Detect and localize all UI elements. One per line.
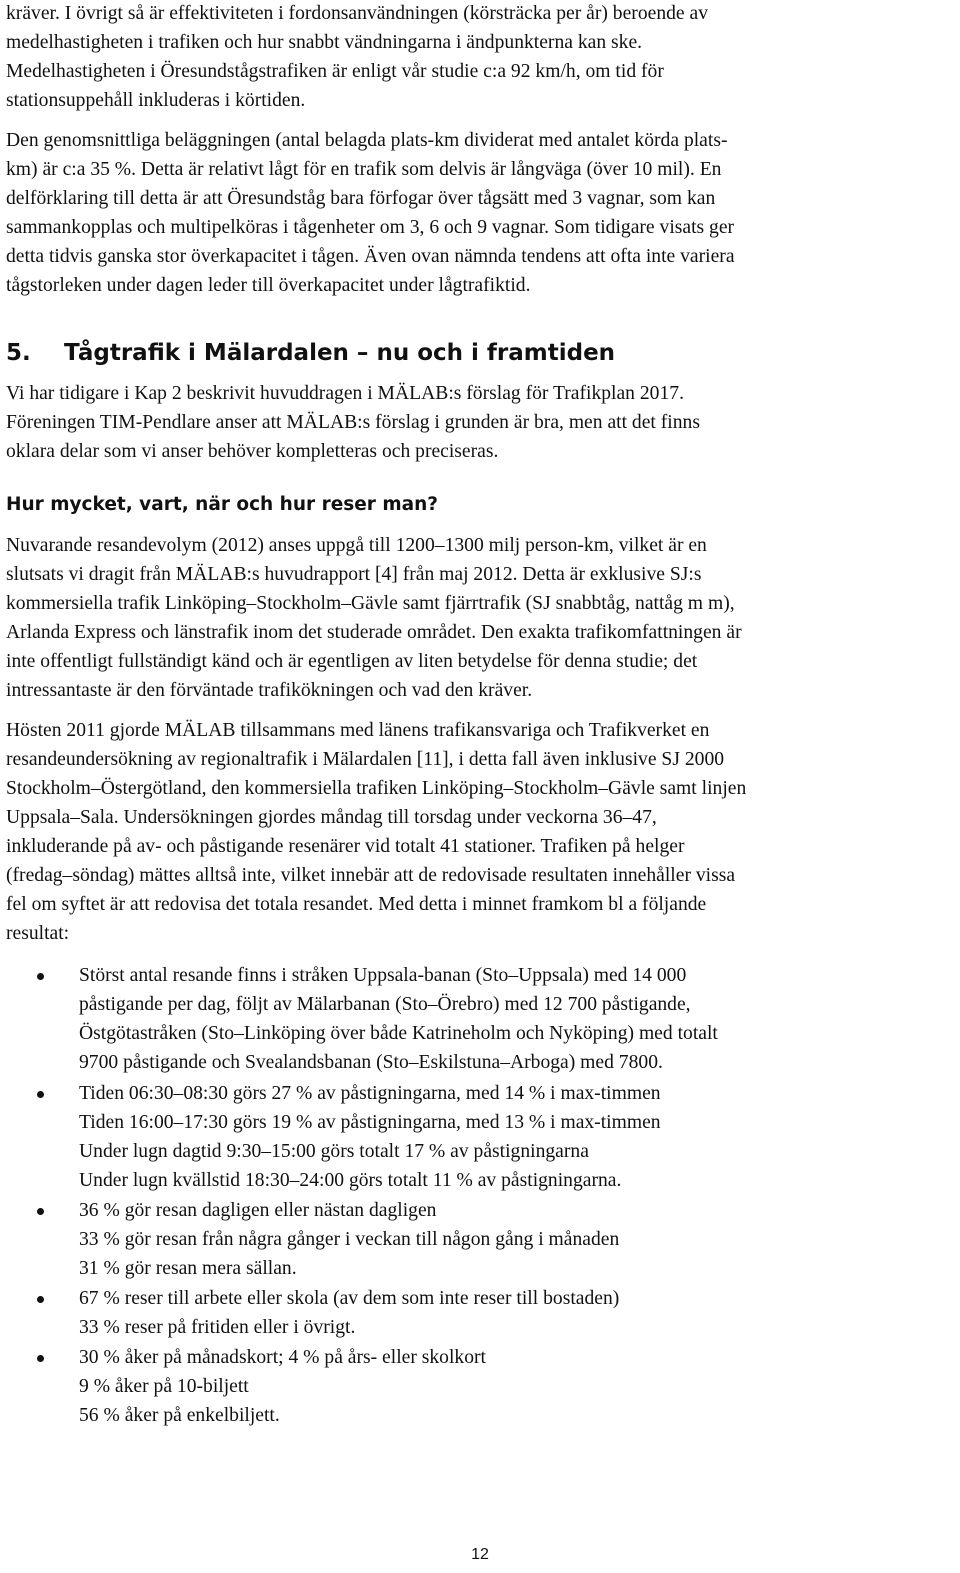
text-line: 36 % gör resan dagligen eller nästan dagligen — [79, 1200, 437, 1221]
text-line: kommersiella trafik Linköping–Stockholm–Gävle samt fjärrtrafik (SJ snabbtåg, nattåg m m), — [6, 593, 735, 614]
text-line: Stockholm–Östergötland, den kommersiella trafiken Linköping–Stockholm–Gävle samt linjen — [6, 778, 747, 799]
text-line: 30 % åker på månadskort; 4 % på års- eller skolkort — [79, 1347, 486, 1368]
paragraph-belaggning — [6, 126, 735, 300]
text-line: Störst antal resande finns i stråken Uppsala-banan (Sto–Uppsala) med 14 000 — [79, 965, 687, 986]
text-line: 33 % gör resan från några gånger i veckan till någon gång i månaden — [79, 1229, 620, 1250]
text-line: tågstorleken under dagen leder till överkapacitet under lågtrafiktid. — [6, 275, 531, 296]
subsection-heading: Hur mycket, vart, när och hur reser man? — [6, 494, 439, 515]
list-item — [6, 1079, 952, 1195]
text-line: Under lugn dagtid 9:30–15:00 görs totalt 17 % av påstigningarna — [79, 1141, 589, 1162]
list-item — [6, 1284, 952, 1342]
text-line: slutsats vi dragit från MÄLAB:s huvudrapport [4] från maj 2012. Detta är exklusive SJ:s — [6, 564, 702, 585]
text-line: Under lugn kvällstid 18:30–24:00 görs totalt 11 % av påstigningarna. — [79, 1170, 622, 1191]
text-line: stationsuppehåll inkluderas i körtiden. — [6, 90, 306, 111]
list-item — [6, 1343, 952, 1430]
text-line: Hösten 2011 gjorde MÄLAB tillsammans med länens trafikansvariga och Trafikverket en — [6, 720, 710, 741]
text-line: Nuvarande resandevolym (2012) anses uppgå till 1200–1300 milj person-km, vilket är en — [6, 535, 707, 556]
list-item — [6, 1196, 952, 1283]
bullet-icon — [37, 1355, 44, 1362]
text-line: Vi har tidigare i Kap 2 beskrivit huvuddragen i MÄLAB:s förslag för Trafikplan 2017. — [6, 383, 684, 404]
text-line: km) är c:a 35 %. Detta är relativt lågt för en trafik som delvis är långväga (över 10 mil). En — [6, 159, 722, 180]
text-line: 9 % åker på 10-biljett — [79, 1376, 249, 1397]
text-line: medelhastigheten i trafiken och hur snabbt vändningarna i ändpunkterna kan ske. — [6, 32, 643, 53]
section-heading — [6, 337, 615, 369]
text-line: påstigande per dag, följt av Mälarbanan (Sto–Örebro) med 12 700 påstigande, — [79, 994, 691, 1015]
text-line: Uppsala–Sala. Undersökningen gjordes måndag till torsdag under veckorna 36–47, — [6, 807, 657, 828]
text-line: Föreningen TIM-Pendlare anser att MÄLAB:s förslag i grunden är bra, men att det finns — [6, 412, 700, 433]
text-line: inte offentligt fullständigt känd och är egentligen av liten betydelse för denna studie; det — [6, 651, 698, 672]
bullet-icon — [37, 1296, 44, 1303]
text-line: 56 % åker på enkelbiljett. — [79, 1405, 280, 1426]
text-line: detta tidvis ganska stor överkapacitet i tågen. Även ovan nämnda tendens att ofta inte variera — [6, 246, 735, 267]
text-line: intressantaste är den förväntade trafikökningen och vad den kräver. — [6, 680, 533, 701]
paragraph-resandeundersokning — [6, 716, 746, 948]
text-line: fel om syftet är att redovisa det totala resandet. Med detta i minnet framkom bl a följande — [6, 894, 707, 915]
page-number: 12 — [471, 1546, 489, 1563]
text-line: resultat: — [6, 923, 70, 944]
text-line: kräver. I övrigt så är effektiviteten i fordonsanvändningen (körsträcka per år) beroende av — [6, 3, 708, 24]
bullet-icon — [37, 1208, 44, 1215]
text-line: 67 % reser till arbete eller skola (av dem som inte reser till bostaden) — [79, 1288, 620, 1309]
text-line: Den genomsnittliga beläggningen (antal belagda plats-km dividerat med antalet körda plats- — [6, 130, 728, 151]
bullet-icon — [37, 973, 44, 980]
text-line: (fredag–söndag) mättes alltså inte, vilket innebär att de redovisade resultaten innehåller vissa — [6, 865, 736, 886]
results-bullet-list — [6, 961, 952, 1430]
section-number: 5. — [6, 340, 31, 366]
paragraph-resandevolym — [6, 531, 742, 705]
text-line: Östgötastråken (Sto–Linköping över både Katrineholm och Nyköping) med totalt — [79, 1023, 718, 1044]
text-line: Arlanda Express och länstrafik inom det studerade området. Den exakta trafikomfattningen är — [6, 622, 742, 643]
text-line: delförklaring till detta är att Öresundståg bara förfogar över tågsätt med 3 vagnar, som kan — [6, 188, 716, 209]
text-line: Tiden 06:30–08:30 görs 27 % av påstigningarna, med 14 % i max-timmen — [79, 1083, 661, 1104]
text-line: 31 % gör resan mera sällan. — [79, 1258, 297, 1279]
paragraph-effektivitet — [6, 0, 708, 115]
text-line: 9700 påstigande och Svealandsbanan (Sto–Eskilstuna–Arboga) med 7800. — [79, 1052, 663, 1073]
section-title: Tågtrafik i Mälardalen – nu och i framtiden — [64, 340, 616, 366]
bullet-icon — [37, 1091, 44, 1098]
text-line: resandeundersökning av regionaltrafik i Mälardalen [11], i detta fall även inklusive SJ 2000 — [6, 749, 725, 770]
text-line: inkluderande på av- och påstigande resenärer vid totalt 41 stationer. Trafiken på helger — [6, 836, 685, 857]
text-line: Medelhastigheten i Öresundstågstrafiken är enligt vår studie c:a 92 km/h, om tid för — [6, 61, 664, 82]
text-line: 33 % reser på fritiden eller i övrigt. — [79, 1317, 356, 1338]
text-line: Tiden 16:00–17:30 görs 19 % av påstigningarna, med 13 % i max-timmen — [79, 1112, 661, 1133]
text-line: sammankopplas och multipelköras i tågenheter om 3, 6 och 9 vagnar. Som tidigare visats ger — [6, 217, 735, 238]
list-item — [6, 961, 952, 1077]
paragraph-malab — [6, 379, 700, 466]
text-line: oklara delar som vi anser behöver kompletteras och preciseras. — [6, 441, 499, 462]
